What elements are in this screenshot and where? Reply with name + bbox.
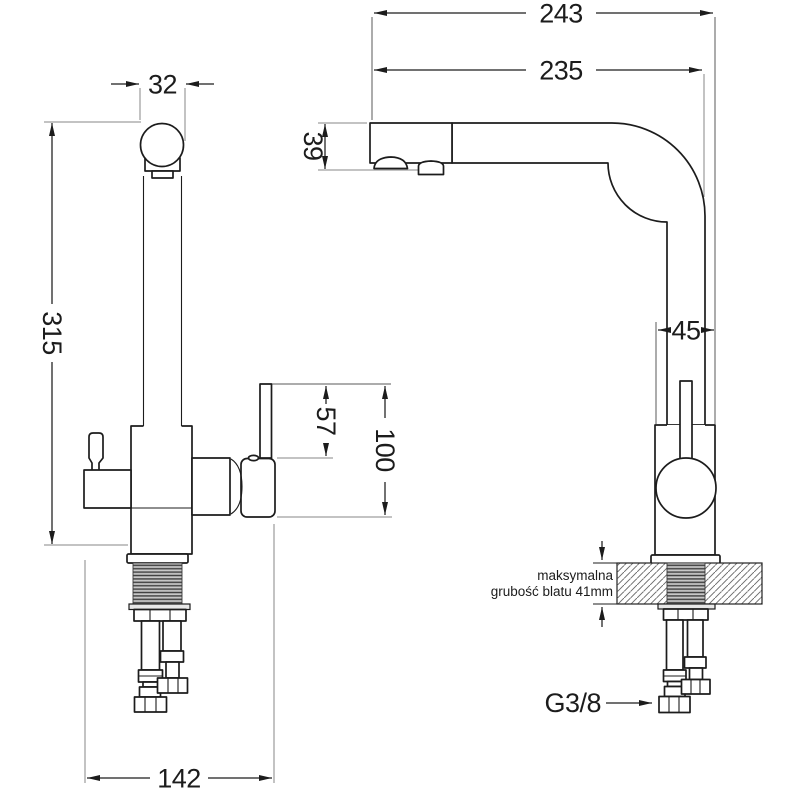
hose-hex-nut bbox=[659, 697, 690, 713]
hose-neck bbox=[690, 668, 703, 680]
hose-tube bbox=[667, 620, 684, 670]
spout-head bbox=[370, 123, 452, 163]
spout-pipe-fill bbox=[144, 170, 181, 426]
dim-handle-height-label: 100 bbox=[370, 428, 400, 472]
hose-hex-nut bbox=[682, 680, 711, 695]
dim-spout-head-height bbox=[298, 124, 328, 169]
filter-valve-body bbox=[84, 470, 131, 508]
handle-pivot bbox=[249, 455, 259, 460]
supply-hose-right bbox=[158, 621, 188, 693]
hose-neck bbox=[166, 662, 179, 678]
hose-tube bbox=[688, 620, 704, 657]
dim-spout-reach-label: 235 bbox=[539, 55, 583, 86]
countertop-thickness-note bbox=[491, 541, 614, 627]
supply-hose-right-side bbox=[682, 620, 711, 694]
mounting-thread bbox=[133, 563, 182, 604]
handle-ball bbox=[656, 458, 716, 518]
countertop-note-line2: grubość blatu 41mm bbox=[490, 584, 613, 599]
countertop-note-line1: maksymalna bbox=[537, 568, 613, 583]
dim-total-height-label: 315 bbox=[37, 311, 67, 355]
spout-bracket-step bbox=[152, 171, 173, 178]
dim-total-reach-label: 243 bbox=[539, 0, 583, 29]
hose-hex-nut bbox=[135, 697, 167, 712]
filter-lever bbox=[89, 433, 103, 471]
hose-hex-nut bbox=[158, 678, 188, 693]
hose-coupler bbox=[161, 651, 184, 662]
dim-total-height bbox=[37, 123, 67, 544]
front-view bbox=[37, 70, 400, 794]
hose-coupler bbox=[685, 657, 707, 668]
supply-hose-left bbox=[135, 621, 167, 712]
hose-tube bbox=[163, 621, 181, 651]
aerator-outlet bbox=[419, 161, 444, 175]
hose-tube bbox=[142, 621, 160, 670]
faucet-side bbox=[370, 123, 762, 713]
spout-tip-circle bbox=[141, 124, 184, 167]
dim-body-depth-label: 45 bbox=[671, 315, 701, 346]
mixer-handle bbox=[241, 459, 275, 518]
base-flange bbox=[127, 554, 188, 563]
dim-spout-width bbox=[111, 70, 214, 100]
dim-spout-reach bbox=[374, 56, 702, 86]
handle-lever-side bbox=[680, 381, 692, 459]
connection-size-callout bbox=[544, 688, 652, 718]
handle-hub bbox=[192, 458, 230, 515]
connection-label: G3/8 bbox=[544, 688, 601, 718]
dim-base-depth bbox=[87, 764, 272, 794]
dim-total-reach bbox=[374, 0, 713, 29]
dim-spout-width-label: 32 bbox=[147, 69, 178, 100]
handle-lever-stick bbox=[260, 384, 272, 458]
dim-cartridge-height bbox=[311, 386, 341, 456]
threaded-rod bbox=[667, 563, 705, 604]
dim-cartridge-height-label: 57 bbox=[311, 406, 341, 436]
mounting-nut bbox=[134, 610, 186, 622]
dim-handle-height bbox=[370, 386, 400, 515]
side-view bbox=[298, 0, 762, 718]
faucet-front bbox=[84, 124, 275, 713]
dim-base-depth-label: 142 bbox=[157, 763, 201, 794]
spout-arm bbox=[452, 123, 705, 425]
base-flange-side bbox=[651, 555, 720, 564]
body-column bbox=[131, 426, 192, 554]
mounting-nut-side bbox=[664, 609, 709, 620]
dim-spout-head-height-label: 39 bbox=[298, 131, 328, 161]
